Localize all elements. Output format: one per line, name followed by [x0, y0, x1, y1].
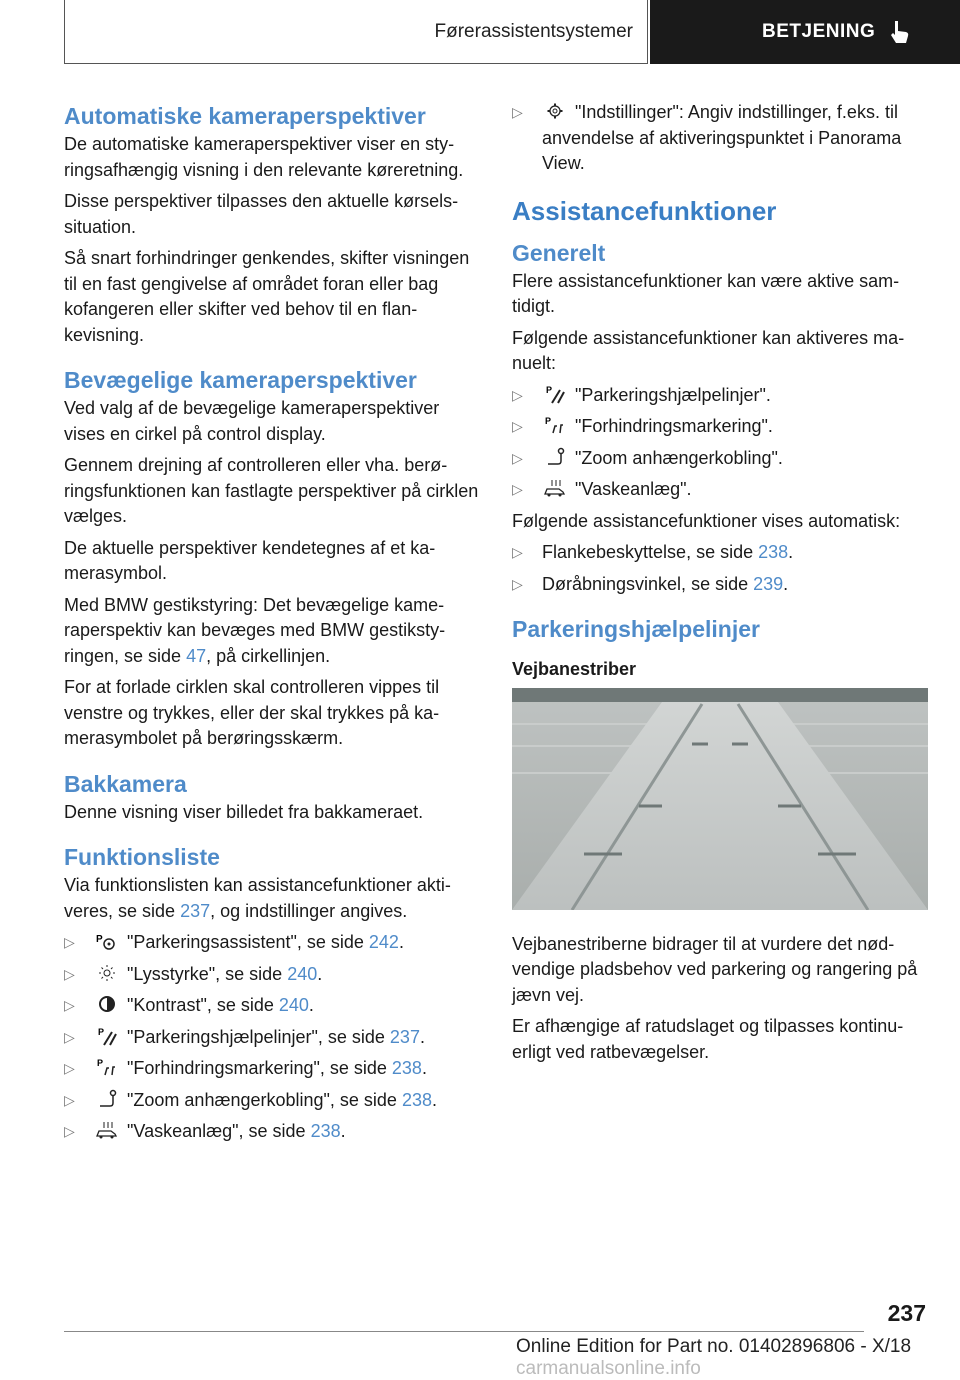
heading-function-list: Funktionsliste — [64, 844, 220, 870]
right-column — [512, 100, 928, 1071]
paragraph: Flere assistancefunktioner kan være aktive samtidigt. — [512, 270, 900, 316]
list-item: ▷ "Zoom anhængerkobling", se side 238. — [64, 1089, 438, 1110]
page-link[interactable]: 238 — [391, 1058, 422, 1078]
settings-list — [512, 100, 928, 177]
function-list — [64, 930, 480, 1145]
list-item: ▷ P "Parkeringshjælpelinjer", se side 237. — [64, 1026, 425, 1047]
contrast-icon — [94, 994, 120, 1014]
text: "Indstillinger": Angiv indstillinger, f.eks. til anvendelse af aktiveringspunktet i Panorama View. — [542, 102, 902, 173]
lane-stripes-illustration — [512, 688, 928, 910]
page-link[interactable]: 237 — [389, 1026, 420, 1047]
hand-touch-icon — [889, 19, 911, 45]
paragraph: De automatiske kameraperspektiver viser en styringsafhængig visning i den relevante køreretning. — [64, 134, 464, 180]
list-item: ▷ "Kontrast", se side 240. — [64, 995, 314, 1015]
list-item: ▷ "Vaskeanlæg". — [512, 479, 692, 499]
footer-divider — [64, 1331, 864, 1332]
header-section-title: Førerassistentsystemer — [434, 20, 633, 42]
text: "Zoom anhængerkobling", se side — [127, 1089, 402, 1110]
page-link[interactable]: 240 — [278, 995, 309, 1015]
paragraph: For at forlade cirklen skal controlleren vippes til venstre og trykkes, eller der skal trykkes på kamerasymbolet på berøringsskærm. — [64, 677, 440, 748]
page-link[interactable]: 238 — [401, 1089, 432, 1110]
obstacle-marking-icon — [94, 1057, 120, 1077]
svg-text:P: P — [546, 384, 553, 395]
text: "Vaskeanlæg", se side — [127, 1121, 311, 1141]
text: Via funktionslisten kan assistancefunktioner aktiveres, se side — [64, 875, 451, 921]
text: "Vaskeanlæg". — [575, 479, 692, 499]
svg-text:P: P — [98, 1026, 105, 1037]
paragraph: Så snart forhindringer genkendes, skifter visningen til en fast gengivelse af området foran eller bag kofangeren eller skifter ved behov til en flankevisning. — [64, 248, 470, 345]
page-link[interactable]: 240 — [287, 963, 318, 984]
svg-text:P: P — [96, 934, 103, 945]
list-item: ▷ P "Forhindringsmarkering". — [512, 416, 773, 436]
page-link[interactable]: 238 — [758, 542, 789, 562]
trailer-hitch-icon — [94, 1089, 120, 1109]
paragraph — [64, 873, 480, 924]
paragraph: Er afhængige af ratudslaget og tilpasses kontinuerligt ved ratbevægelser. — [512, 1016, 904, 1062]
parking-lines-icon — [542, 384, 568, 404]
list-item: ▷ Døråbningsvinkel, se side 239. — [512, 573, 789, 594]
svg-text:P: P — [545, 416, 552, 426]
paragraph: Følgende assistancefunktioner kan aktiveres manuelt: — [512, 327, 905, 373]
text: , og indstillinger angives. — [210, 900, 408, 921]
list-item: ▷ P "Forhindringsmarkering", se side 238. — [64, 1058, 427, 1078]
paragraph: Følgende assistancefunktioner vises automatisk: — [512, 510, 901, 531]
parking-lines-icon — [94, 1026, 120, 1046]
heading-assistance-functions: Assistancefunktioner — [512, 195, 777, 226]
parking-assistant-icon — [94, 931, 120, 951]
heading-movable-perspectives: Bevægelige kameraperspektiver — [64, 367, 417, 393]
paragraph — [64, 593, 480, 670]
heading-general: Generelt — [512, 239, 606, 266]
page-number: 237 — [887, 1300, 926, 1326]
page-link[interactable]: 242 — [368, 932, 399, 952]
heading-reverse-camera: Bakkamera — [64, 770, 187, 797]
paragraph: Denne visning viser billedet fra bakkameraet. — [64, 801, 424, 822]
watermark: carmanualsonline.info — [516, 1358, 701, 1379]
list-item: ▷ P "Parkeringshjælpelinjer". — [512, 384, 771, 405]
text: "Parkeringshjælpelinjer", se side — [127, 1026, 390, 1047]
car-wash-icon — [94, 1120, 120, 1140]
heading-lane-stripes: Vejbanestriber — [512, 659, 637, 679]
text: "Forhindringsmarkering". — [575, 416, 773, 436]
header-chapter-title: BETJENING — [762, 21, 876, 42]
car-wash-icon — [542, 478, 568, 498]
left-column — [64, 100, 480, 1151]
paragraph: Vejbanestriberne bidrager til at vurdere det nødvendige pladsbehov ved parkering og rangering på jævn vej. — [512, 933, 918, 1005]
paragraph: Ved valg af de bevægelige kameraperspektiver vises en cirkel på control display. — [64, 398, 440, 444]
footer-edition: Online Edition for Part no. 01402896806 - X/18 — [516, 1336, 912, 1357]
text: , på cirkellinjen. — [206, 645, 331, 666]
manual-functions-list — [512, 383, 928, 503]
page-link[interactable]: 237 — [180, 900, 211, 921]
page-link[interactable]: 47 — [186, 645, 207, 666]
text: "Zoom anhængerkobling". — [575, 447, 783, 468]
text: Flankebeskyttelse, se side — [542, 542, 759, 562]
heading-parking-lines: Parkeringshjælpelinjer — [512, 616, 760, 642]
gear-icon — [542, 101, 568, 121]
list-item: ▷ P "Parkeringsassistent", se side 242. — [64, 932, 404, 952]
heading-automatic-perspectives: Automatiske kameraperspektiver — [64, 103, 426, 129]
text: "Forhindringsmarkering", se side — [127, 1058, 392, 1078]
list-item: ▷ "Vaskeanlæg", se side 238. — [64, 1121, 346, 1141]
obstacle-marking-icon — [542, 415, 568, 435]
page-link[interactable]: 238 — [310, 1121, 341, 1141]
header-chapter — [650, 0, 960, 64]
text: "Parkeringsassistent", se side — [127, 932, 369, 952]
svg-text:P: P — [97, 1058, 104, 1068]
trailer-hitch-icon — [542, 447, 568, 467]
list-item: ▷ Flankebeskyttelse, se side 238. — [512, 542, 794, 562]
text: "Lysstyrke", se side — [127, 963, 288, 984]
paragraph: Gennem drejning af controlleren eller vha. berøringsfunktionen kan fastlagte perspektiver på cirklen vælges. — [64, 455, 479, 526]
auto-functions-list — [512, 540, 928, 597]
brightness-icon — [94, 963, 120, 983]
footer — [516, 1336, 960, 1380]
paragraph: De aktuelle perspektiver kendetegnes af et kamerasymbol. — [64, 537, 436, 583]
text: "Kontrast", se side — [127, 995, 279, 1015]
paragraph: Disse perspektiver tilpasses den aktuelle kørselssituation. — [64, 191, 459, 237]
text: "Parkeringshjælpelinjer". — [575, 384, 771, 405]
page-link[interactable]: 239 — [753, 573, 784, 594]
text: Med BMW gestikstyring: Det bevægelige kameraperspektiv kan bevæges med BMW gestikstyringen, se side — [64, 594, 446, 666]
header-section — [64, 0, 648, 64]
text: Døråbningsvinkel, se side — [542, 573, 754, 594]
list-item: ▷ "Lysstyrke", se side 240. — [64, 963, 323, 984]
list-item: ▷ "Zoom anhængerkobling". — [512, 447, 783, 468]
list-item: ▷ "Indstillinger": Angiv indstillinger, f.eks. til anvendelse af aktiveringspunktet i Panorama View. — [512, 102, 902, 173]
